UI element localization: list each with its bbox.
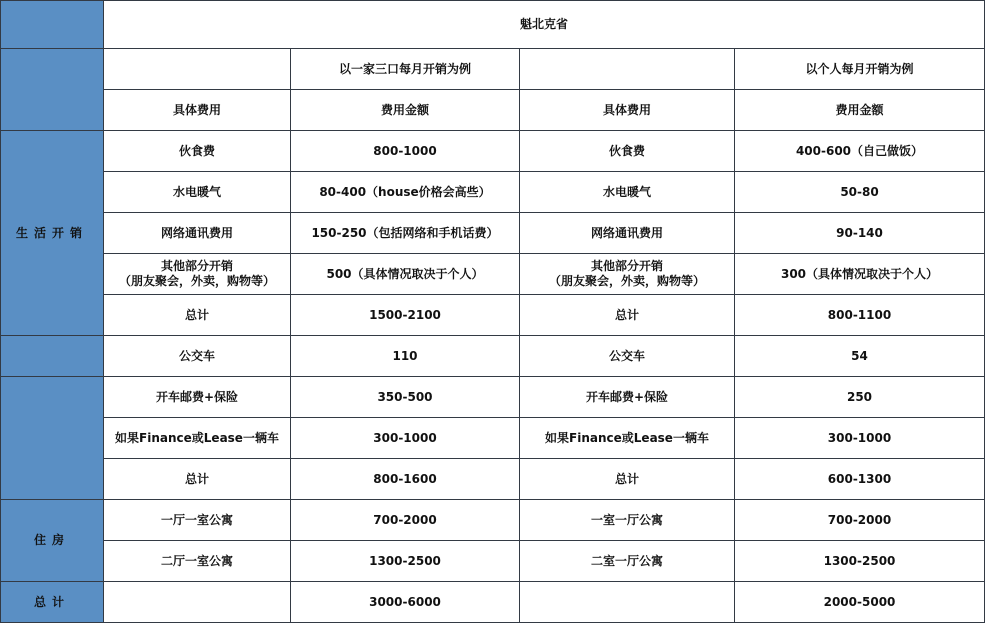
header-blank-cell <box>104 49 291 90</box>
single-amount: 2000-5000 <box>735 582 985 623</box>
single-amount: 800-1100 <box>735 295 985 336</box>
family-item: 网络通讯费用 <box>104 213 291 254</box>
single-amount: 54 <box>735 336 985 377</box>
family-amount: 300-1000 <box>291 418 520 459</box>
single-item: 总计 <box>520 459 735 500</box>
table-row <box>1 377 985 418</box>
single-item: 公交车 <box>520 336 735 377</box>
single-item: 开车邮费+保险 <box>520 377 735 418</box>
single-item <box>520 254 735 295</box>
side-cell-blank <box>1 49 104 131</box>
family-amount: 1500-2100 <box>291 295 520 336</box>
side-cell-blank <box>1 336 104 377</box>
family-item: 总计 <box>104 295 291 336</box>
family-item: 水电暖气 <box>104 172 291 213</box>
table-row <box>1 500 985 541</box>
page-title: 魁北克省 <box>104 1 985 49</box>
side-label-total: 总计 <box>1 582 104 623</box>
table-row <box>1 254 985 295</box>
family-item: 一厅一室公寓 <box>104 500 291 541</box>
side-cell-blank <box>1 1 104 49</box>
family-amount: 1300-2500 <box>291 541 520 582</box>
single-item: 二室一厅公寓 <box>520 541 735 582</box>
side-label-living: 生活开销 <box>1 131 104 336</box>
family-item: 伙食费 <box>104 131 291 172</box>
table-row <box>1 295 985 336</box>
single-amount: 50-80 <box>735 172 985 213</box>
header-blank-cell <box>520 49 735 90</box>
single-amount-header: 费用金额 <box>735 90 985 131</box>
single-amount: 300（具体情况取决于个人） <box>735 254 985 295</box>
family-item: 二厅一室公寓 <box>104 541 291 582</box>
family-amount: 800-1000 <box>291 131 520 172</box>
family-item: 如果Finance或Lease一辆车 <box>104 418 291 459</box>
family-amount: 110 <box>291 336 520 377</box>
title-row <box>1 1 985 49</box>
single-item-line2: （朋友聚会，外卖，购物等） <box>548 274 705 288</box>
family-item: 总计 <box>104 459 291 500</box>
single-amount: 250 <box>735 377 985 418</box>
family-item <box>104 582 291 623</box>
grand-total-row <box>1 582 985 623</box>
single-item: 网络通讯费用 <box>520 213 735 254</box>
single-amount: 700-2000 <box>735 500 985 541</box>
family-amount: 700-2000 <box>291 500 520 541</box>
family-amount: 500（具体情况取决于个人） <box>291 254 520 295</box>
family-amount: 3000-6000 <box>291 582 520 623</box>
section-header-row <box>1 49 985 90</box>
family-item <box>104 254 291 295</box>
family-item-line1: 其他部分开销 <box>160 259 233 273</box>
column-header-row <box>1 90 985 131</box>
family-item-header: 具体费用 <box>104 90 291 131</box>
single-item: 一室一厅公寓 <box>520 500 735 541</box>
single-section-header: 以个人每月开销为例 <box>735 49 985 90</box>
table-row <box>1 418 985 459</box>
single-item: 总计 <box>520 295 735 336</box>
table-row <box>1 336 985 377</box>
table-row <box>1 541 985 582</box>
family-item-line2: （朋友聚会，外卖，购物等） <box>118 274 275 288</box>
single-item: 伙食费 <box>520 131 735 172</box>
family-item: 开车邮费+保险 <box>104 377 291 418</box>
single-amount: 300-1000 <box>735 418 985 459</box>
table-row <box>1 459 985 500</box>
single-amount: 400-600（自己做饭） <box>735 131 985 172</box>
side-cell-blank <box>1 377 104 500</box>
table-row <box>1 172 985 213</box>
family-section-header: 以一家三口每月开销为例 <box>291 49 520 90</box>
single-item-line1: 其他部分开销 <box>590 259 663 273</box>
family-amount: 800-1600 <box>291 459 520 500</box>
single-item <box>520 582 735 623</box>
family-amount: 150-250（包括网络和手机话费） <box>291 213 520 254</box>
side-label-housing: 住房 <box>1 500 104 582</box>
single-item: 如果Finance或Lease一辆车 <box>520 418 735 459</box>
family-amount-header: 费用金额 <box>291 90 520 131</box>
single-amount: 90-140 <box>735 213 985 254</box>
family-amount: 350-500 <box>291 377 520 418</box>
single-amount: 600-1300 <box>735 459 985 500</box>
single-item: 水电暖气 <box>520 172 735 213</box>
table-row <box>1 213 985 254</box>
single-amount: 1300-2500 <box>735 541 985 582</box>
family-item: 公交车 <box>104 336 291 377</box>
single-item-header: 具体费用 <box>520 90 735 131</box>
table-row <box>1 131 985 172</box>
family-amount: 80-400（house价格会高些） <box>291 172 520 213</box>
